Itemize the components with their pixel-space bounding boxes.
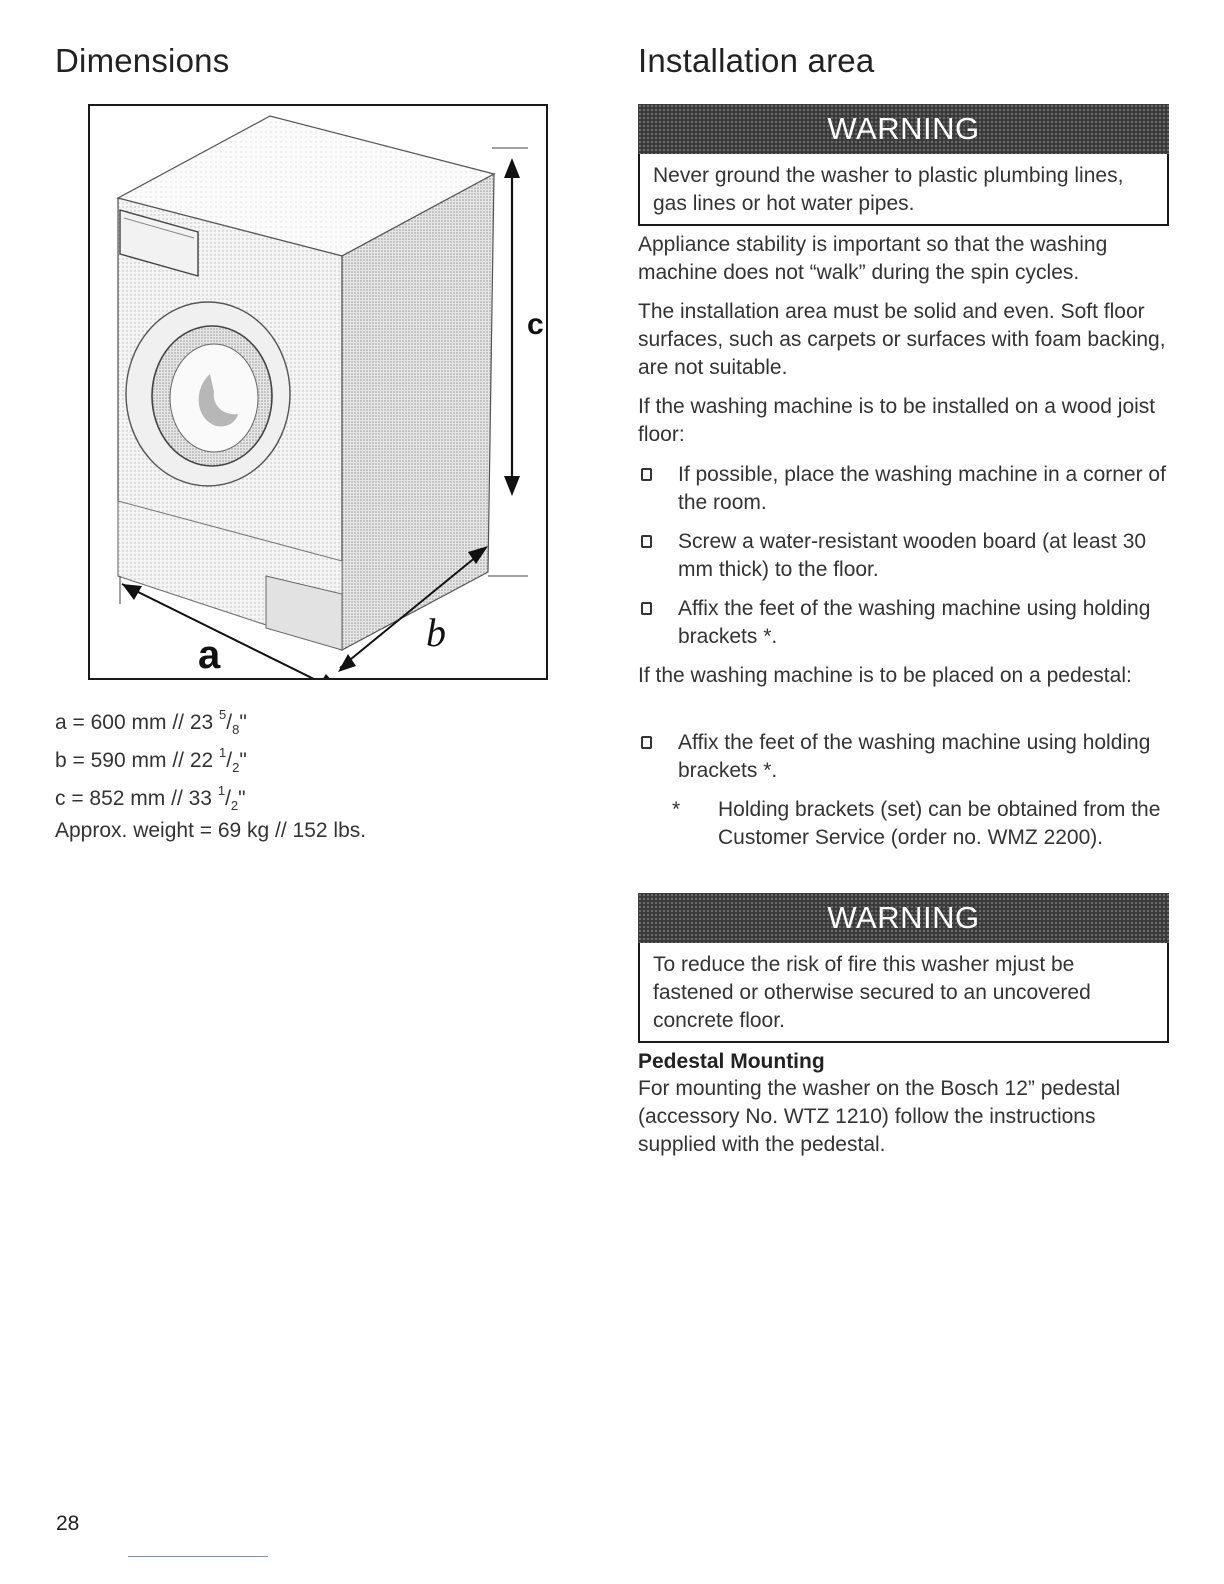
label-a: a xyxy=(198,633,221,677)
warning-text: Never ground the washer to plastic plumbing lines, gas lines or hot water pipes. xyxy=(638,154,1169,226)
checkbox-bullet-icon xyxy=(641,736,652,749)
stability-paragraph: Appliance stability is important so that the washing machine does not “walk” during the spin cycles. xyxy=(638,233,1108,284)
washer-dimensions-figure xyxy=(88,104,548,680)
label-b: b xyxy=(426,610,446,655)
warning-text: To reduce the risk of fire this washer mjust be fastened or otherwise secured to an uncovered concrete floor. xyxy=(638,943,1169,1043)
installation-area-paragraph: The installation area must be solid and even. Soft floor surfaces, such as carpets or surfaces with foam backing, are not suitable. xyxy=(638,300,1166,379)
checkbox-bullet-icon xyxy=(641,468,652,481)
dimension-values xyxy=(55,702,366,854)
washer-side xyxy=(342,174,494,650)
pedestal-mounting-text: For mounting the washer on the Bosch 12” pedestal (accessory No. WTZ 1210) follow the instructions supplied with the pedestal. xyxy=(638,1077,1121,1156)
dimension-c-row: c = 852 mm // 33 $^1/_2$" xyxy=(55,783,246,814)
label-c: c xyxy=(527,308,544,341)
page-number: 28 xyxy=(56,1512,80,1535)
installation-area-heading: Installation area xyxy=(638,42,875,79)
washer-illustration xyxy=(90,106,546,678)
warning-box-grounding xyxy=(638,104,1169,226)
warning-title: WARNING xyxy=(827,111,980,146)
dimensions-heading: Dimensions xyxy=(55,42,230,79)
dimension-a-row: a = 600 mm // 23 $^5/_8$" xyxy=(55,707,247,738)
wood-floor-paragraph: If the washing machine is to be installed on a wood joist floor: xyxy=(638,395,1156,446)
height-arrow-bottom xyxy=(504,476,520,496)
approx-weight: Approx. weight = 69 kg // 152 lbs. xyxy=(55,819,367,842)
checkbox-bullet-icon xyxy=(641,602,652,615)
pedestal-mounting-heading: Pedestal Mounting xyxy=(638,1050,825,1073)
warning-header xyxy=(638,893,1169,943)
width-arrow-right xyxy=(318,674,340,678)
warning-box-fire xyxy=(638,893,1169,1043)
footer-rule xyxy=(128,1556,268,1557)
footnote-asterisk: * xyxy=(672,798,681,821)
pedestal-paragraph: If the washing machine is to be placed on a pedestal: xyxy=(638,664,1132,687)
warning-header xyxy=(638,104,1169,154)
dimension-b-row: b = 590 mm // 22 $^1/_2$" xyxy=(55,745,247,776)
warning-title: WARNING xyxy=(827,900,980,935)
checkbox-bullet-icon xyxy=(641,535,652,548)
height-arrow-top xyxy=(504,158,520,178)
